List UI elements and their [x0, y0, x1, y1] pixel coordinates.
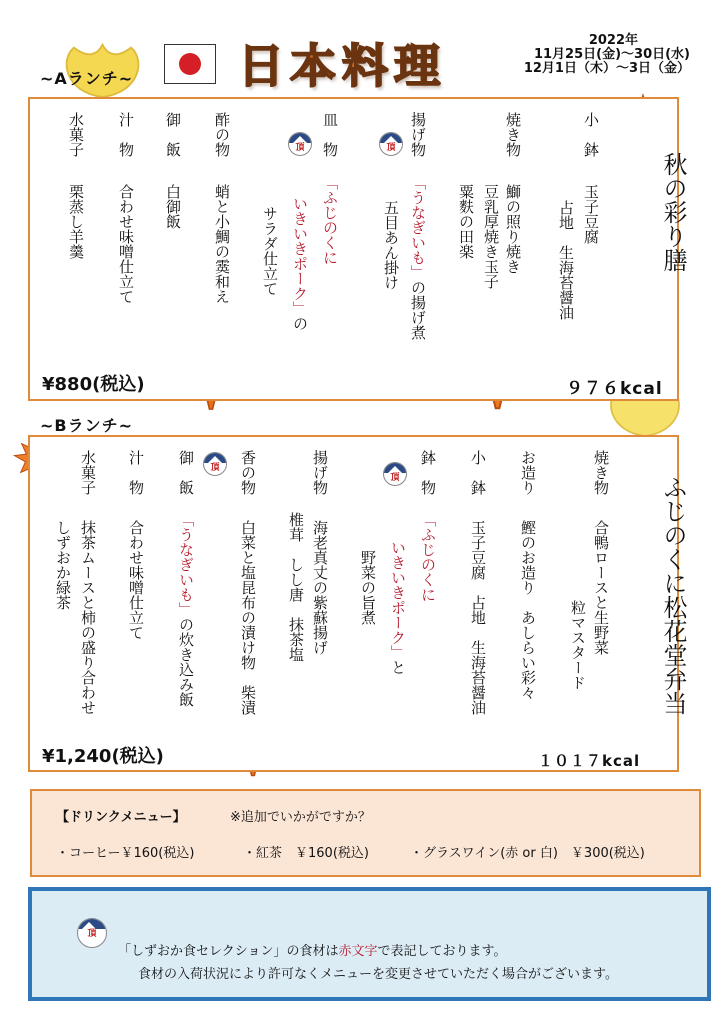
lunch-a-item: 白御飯 — [164, 184, 182, 229]
lunch-b-item: 海老真丈の紫蘇揚げ — [311, 520, 329, 655]
category-label: 小 鉢 — [582, 112, 600, 157]
badge-char: 頂 — [87, 929, 97, 939]
lunch-a-course-name: 秋の彩り膳 — [659, 152, 687, 272]
lunch-b-course-name: ふじのくに松花堂弁当 — [659, 475, 687, 715]
lunch-a-item: 合わせ味噌仕立て — [117, 184, 135, 304]
drink-item-wine: ・グラスワイン(赤 or 白) ￥300(税込) — [410, 846, 645, 861]
lunch-b-item: 椎茸 しし唐 抹茶塩 — [287, 512, 305, 662]
lunch-b-item: 鰹のお造り あしらい彩々 — [519, 520, 537, 700]
lunch-a-item: 玉子豆腐 — [582, 184, 600, 244]
lunch-b-price: ¥1,240(税込) — [42, 746, 164, 767]
category-label: 汁 物 — [117, 112, 135, 157]
lunch-b-item: 合わせ味噌仕立て — [127, 520, 145, 640]
drink-menu-box — [30, 789, 701, 877]
item-suffix: の揚げ煮 — [409, 280, 427, 340]
date-line2: 12月1日（木）～3日（金） — [523, 61, 690, 76]
drink-item-tea: ・紅茶 ￥160(税込) — [243, 846, 369, 861]
category-label: 水菓子 — [79, 450, 97, 495]
lunch-a-agemono-text — [410, 175, 425, 340]
lunch-b-item: 抹茶ムースと柿の盛り合わせ — [79, 520, 97, 715]
badge-char: 頂 — [386, 143, 396, 153]
category-label: 焼き物 — [592, 450, 610, 495]
badge-char: 頂 — [210, 463, 220, 473]
notice-line1 — [118, 940, 506, 959]
category-label: 鉢 物 — [419, 450, 437, 495]
date-range — [500, 34, 690, 76]
japan-flag-icon — [164, 44, 216, 84]
lunch-a-col-kobachi — [583, 112, 598, 157]
lunch-a-item: 豆乳厚焼き玉子 — [482, 184, 500, 289]
category-label: お造り — [519, 450, 537, 495]
lunch-a-kcal: ９７６kcal — [566, 379, 663, 399]
badge-char: 頂 — [390, 473, 400, 483]
notice-text: で表記しております。 — [377, 944, 507, 959]
red-ingredient: 「ふじのくに — [419, 512, 437, 602]
lunch-b-item: 玉子豆腐 占地 生海苔醤油 — [469, 520, 487, 715]
lunch-a-item: サラダ仕立て — [261, 206, 279, 296]
category-label: 香の物 — [239, 450, 257, 495]
lunch-b-item: 合鴨ロースと生野菜 — [592, 520, 610, 655]
category-label: 御 飯 — [177, 450, 195, 495]
red-ingredient: 「うなぎいも」 — [409, 175, 427, 280]
date-year: 2022年 — [588, 33, 638, 48]
item-suffix: と — [389, 660, 407, 675]
red-ingredient: 「うなぎいも」 — [177, 512, 195, 617]
red-ingredient: いきいきポーク」 — [389, 540, 407, 660]
lunch-a-item: 鰤の照り焼き — [504, 184, 522, 274]
lunch-a-price: ¥880(税込) — [42, 374, 145, 395]
category-label: 揚げ物 — [311, 450, 329, 495]
category-label: 小 鉢 — [469, 450, 487, 495]
shizuoka-selection-badge-icon — [383, 462, 407, 486]
lunch-b-label: ~Bランチ~ — [40, 416, 134, 435]
lunch-b-gohan-text — [178, 512, 193, 707]
category-label: 酢の物 — [213, 112, 231, 157]
item-suffix: の — [291, 316, 309, 331]
lunch-a-saramono-red2 — [292, 196, 307, 331]
category-label: 水菓子 — [67, 112, 85, 157]
lunch-b-item: しずおか緑茶 — [54, 520, 72, 610]
badge-char: 頂 — [295, 143, 305, 153]
date-line1: 11月25日(金)～30日(水) — [533, 47, 690, 62]
shizuoka-selection-badge-icon — [77, 918, 107, 948]
lunch-b-item: 野菜の旨煮 — [359, 550, 377, 625]
lunch-b-item: 白菜と塩昆布の漬け物 柴漬 — [239, 520, 257, 715]
category-label: 汁 物 — [127, 450, 145, 495]
shizuoka-selection-badge-icon — [379, 132, 403, 156]
lunch-a-item: 栗蒸し羊羹 — [67, 184, 85, 259]
notice-line2: 食材の入荷状況により許可なくメニューを変更させていただく場合がございます。 — [138, 967, 618, 982]
shizuoka-selection-badge-icon — [288, 132, 312, 156]
lunch-a-item: 占地 生海苔醤油 — [557, 200, 575, 320]
shizuoka-selection-badge-icon — [203, 452, 227, 476]
red-ingredient: 「ふじのくに — [321, 175, 339, 265]
lunch-b-kcal: １０１７kcal — [538, 752, 641, 770]
item-suffix: の炊き込み飯 — [177, 617, 195, 707]
category-label: 皿 物 — [321, 112, 339, 157]
lunch-b-hachimono-red2 — [390, 540, 405, 675]
lunch-a-saramono-red1 — [322, 175, 337, 265]
lunch-b-hachimono-red1 — [420, 512, 435, 602]
lunch-a-item: 蛸と小鯛の霙和え — [213, 184, 231, 304]
drink-item-coffee: ・コーヒー￥160(税込) — [56, 846, 195, 861]
category-label: 御 飯 — [164, 112, 182, 157]
notice-red-text: 赤文字 — [338, 944, 378, 959]
lunch-a-item: 五目あん掛け — [382, 200, 400, 290]
lunch-b-item: 粒マスタード — [569, 600, 587, 690]
lunch-a-label: ~Aランチ~ — [40, 69, 134, 88]
category-label: 揚げ物 — [409, 112, 427, 157]
red-ingredient: いきいきポーク」 — [291, 196, 309, 316]
page-title: 日本料理 — [238, 39, 446, 93]
notice-text: 「しずおか食セレクション」の食材は — [118, 944, 339, 959]
category-label: 焼き物 — [504, 112, 522, 157]
drink-menu-title: 【ドリンクメニュー】 — [56, 810, 186, 825]
drink-menu-prompt: ※追加でいかがですか？ — [230, 810, 371, 825]
lunch-a-item: 粟麩の田楽 — [457, 184, 475, 259]
